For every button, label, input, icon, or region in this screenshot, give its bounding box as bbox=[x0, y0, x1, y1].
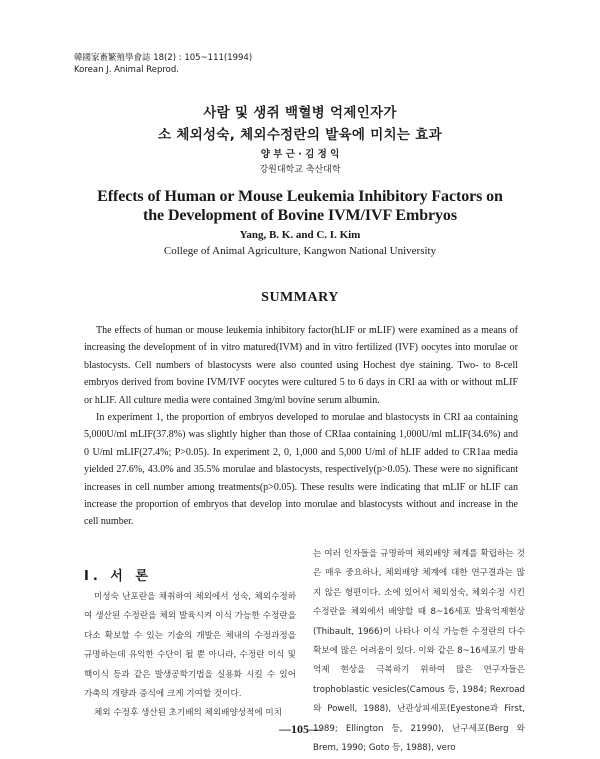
intro-paragraph-3: 는 여러 인자들을 규명하여 체외배양 체계를 확립하는 것은 매우 중요하나, 체외배양 체계에 대한 연구결과는 많지 않은 형편이다. 소에 있어서 체외성숙, 체외수정 시킨 수정란을 체외에서 배양할 때 8~16세포 발육억제현상(Thibault, 1966)이 나타나 이식 가능한 수정란의 다수 확보에 많은 어려움이 있다. 이와 같은 8~16세포기 발육억제 현상을 극복하기 위하여 많은 연구자들은 trophoblastic vesicles(Camous 등, 1984; Rexroad와 Powell, 1988), 난관상피세포(Eyestone과 First, 1989; Ellington 등, 21990), 난구세포(Berg 와 Brem, 1990; Goto 등, 1988), vero bbox=[313, 549, 525, 754]
summary-paragraph-2: In experiment 1, the proportion of embryos developed to morulae and blastocysts in CRI aa containing 5,000U/ml mLIF(37.8%) was slightly higher than those of CRIaa containing 1,000U/ml mLIF(34.6%) and 0 U/ml mLIF(27.4%; P>0.05). In experiment 2, 0, 1,000 and 5,000 U/ml of hLIF added to CR1aa media yielded 27.6%, 43.0% and 35.5% morulae and blastocysts, respectively(p>0.05). These were no significant increases in cell number among treatments(p>0.05). These results were indicating that mLIF or hLIF can increase the proportion of embryos that develop into morulae and blastocysts without and increase in the cell number. bbox=[84, 412, 518, 528]
page-number: —105— bbox=[279, 722, 321, 736]
korean-affiliation: 강원대학교 축산대학 bbox=[259, 165, 341, 175]
korean-title-line-2: 소 체외성숙, 체외수정란의 발육에 미치는 효과 bbox=[158, 127, 442, 143]
korean-authors: 양 부 근 · 김 정 익 bbox=[260, 149, 340, 160]
summary-heading: SUMMARY bbox=[261, 290, 339, 305]
summary-paragraph-1: The effects of human or mouse leukemia inhibitory factor(hLIF or mLIF) were examined as a means of increasing the development of in vitro matured(IVM) and in vitro fertilized (IVF) oocytes into morulae or blastocysts. Cell numbers of blastocysts were also counted using Hochest dye staining. Two- to 8-cell embryos derived from bovine IVM/IVF oocytes were cultured 5 to 6 days in CRI aa with or without mLIF or hLIF. All culture media were contained 3mg/ml bovine serum albumin. bbox=[84, 325, 518, 406]
summary-body bbox=[84, 322, 518, 531]
korean-title-line-1: 사람 및 생쥐 백혈병 억제인자가 bbox=[203, 105, 397, 121]
english-title-line-2: the Development of Bovine IVM/IVF Embryos bbox=[143, 207, 457, 224]
english-affiliation: College of Animal Agriculture, Kangwon National University bbox=[163, 245, 437, 257]
journal-citation bbox=[74, 52, 252, 76]
english-authors: Yang, B. K. and C. I. Kim bbox=[239, 229, 361, 241]
journal-name-english: Korean J. Animal Reprod. bbox=[74, 65, 179, 75]
english-title-line-1: Effects of Human or Mouse Leukemia Inhibitory Factors on bbox=[97, 188, 503, 205]
intro-paragraph-2: 체외 수정후 생산된 초기배의 체외배양성적에 미치 bbox=[94, 708, 282, 719]
intro-paragraph-1: 미성숙 난포란을 채취하여 체외에서 성숙, 체외수정하여 생산된 수정란을 체외 발육시켜 이식 가능한 수정란을 다소 확보할 수 있는 기술의 개발은 체내의 수정과정을 규명하는데 유익한 수단이 될 뿐 아니라, 수정란 이식 및 핵이식 등과 같은 발생공학기법을 실용화 시킬 수 있어 가축의 개량과 증식에 크게 기여할 것이다. bbox=[84, 592, 296, 700]
section-heading-introduction: Ⅰ. 서 론 bbox=[84, 569, 152, 584]
journal-name-korean: 韓國家畜繁殖學會誌 18(2) : 105~111(1994) bbox=[74, 53, 253, 63]
left-column bbox=[84, 588, 296, 724]
